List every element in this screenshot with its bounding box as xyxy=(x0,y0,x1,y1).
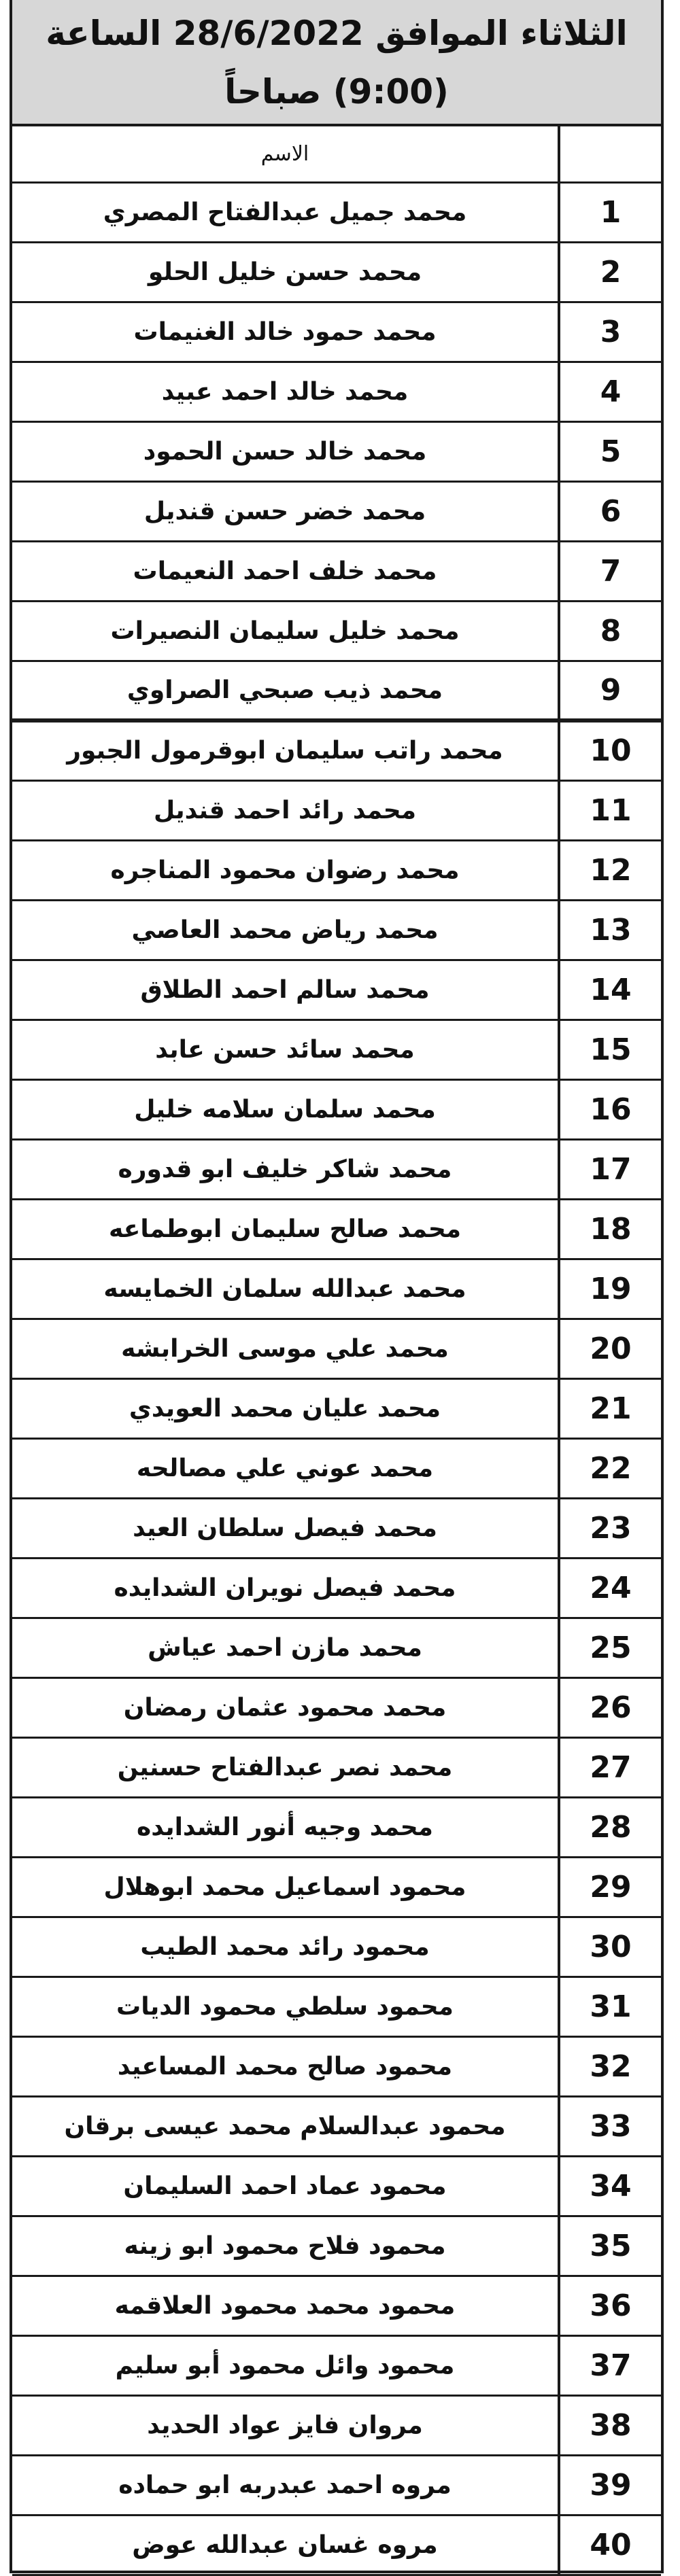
student-name-cell: محمد رائد احمد قنديل xyxy=(12,780,559,840)
table-row xyxy=(12,1677,661,1737)
name-column-header: الاسم xyxy=(12,126,559,182)
row-number-cell: 23 xyxy=(559,1498,661,1558)
table-row xyxy=(12,1199,661,1259)
table-row xyxy=(12,840,661,900)
table-header-row xyxy=(12,126,661,182)
table-row xyxy=(12,242,661,302)
row-number-cell: 31 xyxy=(559,1977,661,2036)
row-number-cell: 38 xyxy=(559,2395,661,2455)
table-row xyxy=(12,1977,661,2036)
row-number-cell: 22 xyxy=(559,1438,661,1498)
student-name-cell: مروه غسان عبدالله عوض xyxy=(12,2515,559,2575)
student-name-cell: محمد نصر عبدالفتاح حسنين xyxy=(12,1737,559,1797)
table-row xyxy=(12,1079,661,1139)
table-row xyxy=(12,2156,661,2216)
row-number-cell: 21 xyxy=(559,1378,661,1438)
student-name-cell: مروه احمد عبدربه ابو حماده xyxy=(12,2455,559,2515)
student-name-cell: محمد سائد حسن عابد xyxy=(12,1020,559,1079)
student-name-cell: محمد جميل عبدالفتاح المصري xyxy=(12,182,559,242)
row-number-cell: 5 xyxy=(559,421,661,481)
document-title xyxy=(12,0,661,126)
table-row xyxy=(12,2455,661,2515)
student-name-cell: محمد شاكر خليف ابو قدوره xyxy=(12,1139,559,1199)
table-row xyxy=(12,720,661,780)
row-number-cell: 29 xyxy=(559,1857,661,1917)
row-number-cell: 12 xyxy=(559,840,661,900)
row-number-cell: 8 xyxy=(559,601,661,661)
row-number-cell: 39 xyxy=(559,2455,661,2515)
table-row xyxy=(12,2216,661,2276)
student-name-cell: محمد خلف احمد النعيمات xyxy=(12,541,559,601)
student-name-cell: محمود رائد محمد الطيب xyxy=(12,1917,559,1977)
table-row xyxy=(12,2036,661,2096)
table-row xyxy=(12,900,661,960)
table-row xyxy=(12,481,661,541)
row-number-cell: 10 xyxy=(559,720,661,780)
student-name-cell: محمود اسماعيل محمد ابوهلال xyxy=(12,1857,559,1917)
table-row xyxy=(12,362,661,421)
row-number-cell: 40 xyxy=(559,2515,661,2575)
title-line-date: الثلاثاء الموافق 28/6/2022 الساعة xyxy=(46,14,628,53)
student-name-cell: محمود صالح محمد المساعيد xyxy=(12,2036,559,2096)
row-number-cell: 15 xyxy=(559,1020,661,1079)
table-row xyxy=(12,1438,661,1498)
table-row xyxy=(12,1917,661,1977)
document-sheet xyxy=(10,0,664,2573)
table-row xyxy=(12,1797,661,1857)
table-row xyxy=(12,182,661,242)
table-row xyxy=(12,2276,661,2335)
row-number-cell: 4 xyxy=(559,362,661,421)
table-row xyxy=(12,1857,661,1917)
row-number-cell: 25 xyxy=(559,1618,661,1677)
student-name-cell: محمد خضر حسن قنديل xyxy=(12,481,559,541)
table-row xyxy=(12,601,661,661)
student-name-cell: محمد صالح سليمان ابوطماعه xyxy=(12,1199,559,1259)
table-row xyxy=(12,2096,661,2156)
row-number-cell: 9 xyxy=(559,661,661,720)
student-name-cell: محمود محمد محمود العلاقمه xyxy=(12,2276,559,2335)
row-number-cell: 16 xyxy=(559,1079,661,1139)
row-number-cell: 2 xyxy=(559,242,661,302)
student-name-cell: محمد رياض محمد العاصي xyxy=(12,900,559,960)
student-name-cell: محمد عليان محمد العويدي xyxy=(12,1378,559,1438)
table-row xyxy=(12,1737,661,1797)
student-name-cell: محمد خالد حسن الحمود xyxy=(12,421,559,481)
row-number-cell: 28 xyxy=(559,1797,661,1857)
table-row xyxy=(12,1618,661,1677)
table-row xyxy=(12,421,661,481)
student-name-cell: محمد خالد احمد عبيد xyxy=(12,362,559,421)
row-number-cell: 17 xyxy=(559,1139,661,1199)
student-name-cell: محمود فلاح محمود ابو زينه xyxy=(12,2216,559,2276)
number-column-header xyxy=(559,126,661,182)
row-number-cell: 37 xyxy=(559,2335,661,2395)
student-name-cell: مروان فايز عواد الحديد xyxy=(12,2395,559,2455)
student-name-cell: محمود سلطي محمود الديات xyxy=(12,1977,559,2036)
row-number-cell: 3 xyxy=(559,302,661,362)
student-name-cell: محمد سلمان سلامه خليل xyxy=(12,1079,559,1139)
student-name-cell: محمد محمود عثمان رمضان xyxy=(12,1677,559,1737)
table-row xyxy=(12,541,661,601)
row-number-cell: 33 xyxy=(559,2096,661,2156)
row-number-cell: 6 xyxy=(559,481,661,541)
student-name-cell: محمود عبدالسلام محمد عيسى برقان xyxy=(12,2096,559,2156)
student-name-cell: محمد وجيه أنور الشدايده xyxy=(12,1797,559,1857)
table-row xyxy=(12,1139,661,1199)
row-number-cell: 20 xyxy=(559,1319,661,1378)
table-row xyxy=(12,2335,661,2395)
student-name-cell: محمد رضوان محمود المناجره xyxy=(12,840,559,900)
table-row xyxy=(12,1259,661,1319)
student-name-cell: محمود عماد احمد السليمان xyxy=(12,2156,559,2216)
table-row xyxy=(12,780,661,840)
row-number-cell: 36 xyxy=(559,2276,661,2335)
row-number-cell: 1 xyxy=(559,182,661,242)
student-name-cell: محمد عبدالله سلمان الخمايسه xyxy=(12,1259,559,1319)
row-number-cell: 30 xyxy=(559,1917,661,1977)
table-row xyxy=(12,960,661,1020)
table-row xyxy=(12,302,661,362)
table-row xyxy=(12,2395,661,2455)
student-name-cell: محمد حمود خالد الغنيمات xyxy=(12,302,559,362)
row-number-cell: 26 xyxy=(559,1677,661,1737)
table-row xyxy=(12,1020,661,1079)
row-number-cell: 19 xyxy=(559,1259,661,1319)
table-row xyxy=(12,661,661,720)
student-name-cell: محمد علي موسى الخرابشه xyxy=(12,1319,559,1378)
row-number-cell: 11 xyxy=(559,780,661,840)
row-number-cell: 14 xyxy=(559,960,661,1020)
student-name-cell: محمد مازن احمد عياش xyxy=(12,1618,559,1677)
table-row xyxy=(12,1319,661,1378)
student-name-cell: محمود وائل محمود أبو سليم xyxy=(12,2335,559,2395)
title-line-time: (9:00) صباحاً xyxy=(224,72,449,111)
row-number-cell: 32 xyxy=(559,2036,661,2096)
row-number-cell: 13 xyxy=(559,900,661,960)
row-number-cell: 18 xyxy=(559,1199,661,1259)
student-name-cell: محمد فيصل نويران الشدايده xyxy=(12,1558,559,1618)
student-name-cell: محمد خليل سليمان النصيرات xyxy=(12,601,559,661)
row-number-cell: 34 xyxy=(559,2156,661,2216)
table-row xyxy=(12,1558,661,1618)
row-number-cell: 35 xyxy=(559,2216,661,2276)
row-number-cell: 7 xyxy=(559,541,661,601)
table-row xyxy=(12,1498,661,1558)
table-row xyxy=(12,1378,661,1438)
student-name-cell: محمد ذيب صبحي الصراوي xyxy=(12,661,559,720)
row-number-cell: 24 xyxy=(559,1558,661,1618)
student-name-cell: محمد راتب سليمان ابوقرمول الجبور xyxy=(12,720,559,780)
student-name-cell: محمد فيصل سلطان العيد xyxy=(12,1498,559,1558)
row-number-cell: 27 xyxy=(559,1737,661,1797)
names-table xyxy=(12,126,661,2576)
table-row xyxy=(12,2515,661,2575)
student-name-cell: محمد عوني علي مصالحه xyxy=(12,1438,559,1498)
student-name-cell: محمد سالم احمد الطلاق xyxy=(12,960,559,1020)
student-name-cell: محمد حسن خليل الحلو xyxy=(12,242,559,302)
